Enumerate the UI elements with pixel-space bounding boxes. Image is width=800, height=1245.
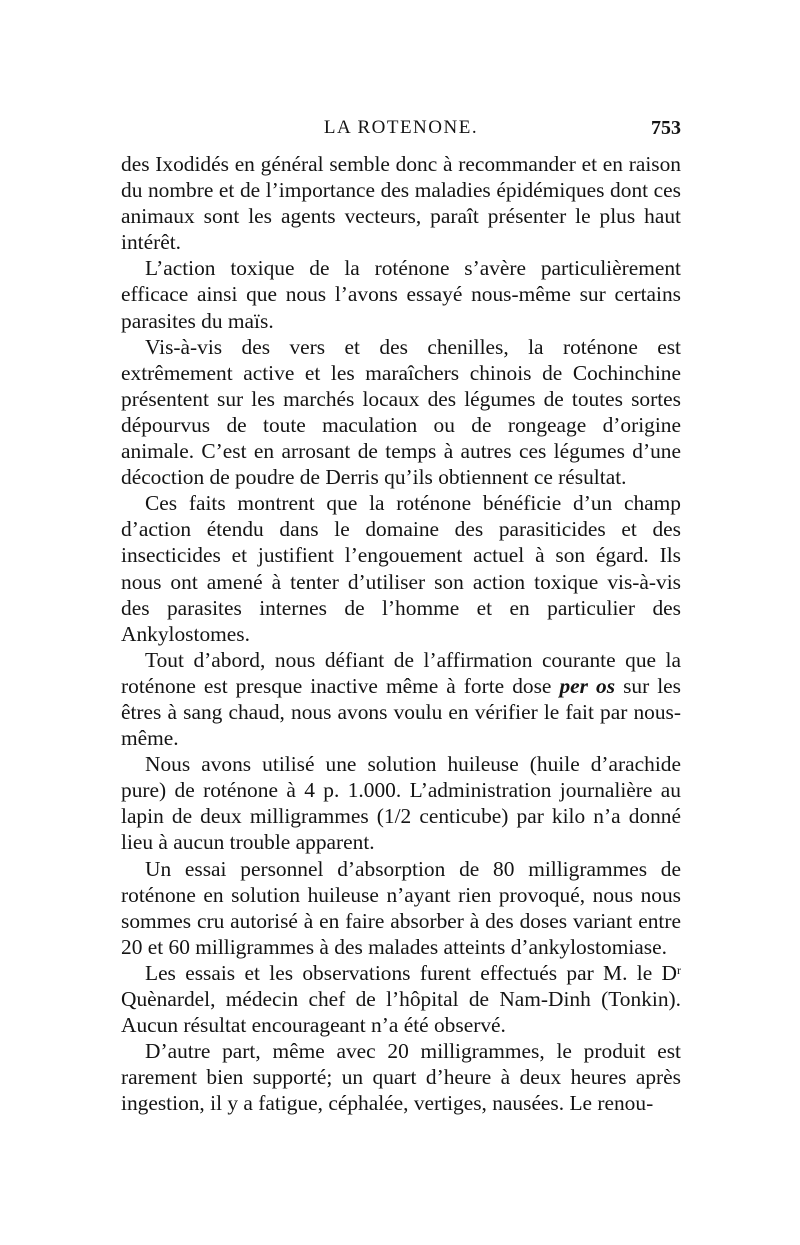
paragraph-2: L’action toxique de la roténone s’avère particulièrement efficace ainsi que nous l’avons essayé nous-même sur certains parasites du maïs. <box>121 256 681 333</box>
paragraph-7: Un essai personnel d’absorption de 80 milligrammes de roténone en solution huileuse n’ayant rien provoqué, nous nous sommes cru autorisé à en faire absorber à des doses variant entre 20 et 60 milligrammes à des malades atteints d’ankylostomiase. <box>121 856 681 959</box>
running-head <box>121 117 681 145</box>
paragraph-8-text-a: Les essais et les observations furent effectués par M. le D <box>145 960 677 985</box>
paragraph-4: Ces faits montrent que la roténone bénéficie d’un champ d’action étendu dans le domaine des parasiticides et des insecticides et justifient l’engouement actuel à son égard. Ils nous ont amené à tenter d’utiliser son action toxique vis-à-vis des parasites internes de l’homme et en particulier des Ankylostomes. <box>121 491 681 646</box>
paragraph-5 <box>121 647 681 751</box>
running-title: LA ROTENONE. <box>323 117 479 138</box>
paragraph-6: Nous avons utilisé une solution huileuse (huile d’arachide pure) de roténone à 4 p. 1.000. L’administration journalière au lapin de deux milligrammes (1/2 centicube) par kilo n’a donné lieu à aucun trouble apparent. <box>121 752 681 855</box>
paragraph-9: D’autre part, même avec 20 milligrammes, le produit est rarement bien supporté; un quart d’heure à deux heures après ingestion, il y a fatigue, céphalée, vertiges, nausées. Le renou- <box>121 1039 681 1116</box>
paragraph-5-text-a: Tout d’abord, nous défiant de l’affirmation courante que la roténone est presque inactive même à forte dose <box>121 647 681 698</box>
body-text <box>121 151 681 1116</box>
page-number: 753 <box>651 117 681 139</box>
paragraph-1: des Ixodidés en général semble donc à recommander et en raison du nombre et de l’importance des maladies épidémiques dont ces animaux sont les agents vecteurs, paraît présenter le plus haut intérêt. <box>121 152 681 255</box>
paragraph-3: Vis-à-vis des vers et des chenilles, la roténone est extrêmement active et les maraîchers chinois de Cochinchine présentent sur les marchés locaux des légumes de toutes sortes dépourvus de toute maculation ou de rongeage d’origine animale. C’est en arrosant de temps à autres ces légumes d’une décoction de poudre de Derris qu’ils obtiennent ce résultat. <box>121 334 681 490</box>
doctor-superscript: r <box>677 962 681 977</box>
per-os-italic: per os <box>559 673 616 698</box>
paragraph-8-text-b: Quènardel, médecin chef de l’hôpital de Nam-Dinh (Tonkin). Aucun résultat encourageant n’a été observé. <box>121 987 681 1038</box>
paragraph-8 <box>121 960 681 1038</box>
paragraph-5-text-b: sur les êtres à sang chaud, nous avons voulu en vérifier le fait par nous-même. <box>121 673 682 751</box>
